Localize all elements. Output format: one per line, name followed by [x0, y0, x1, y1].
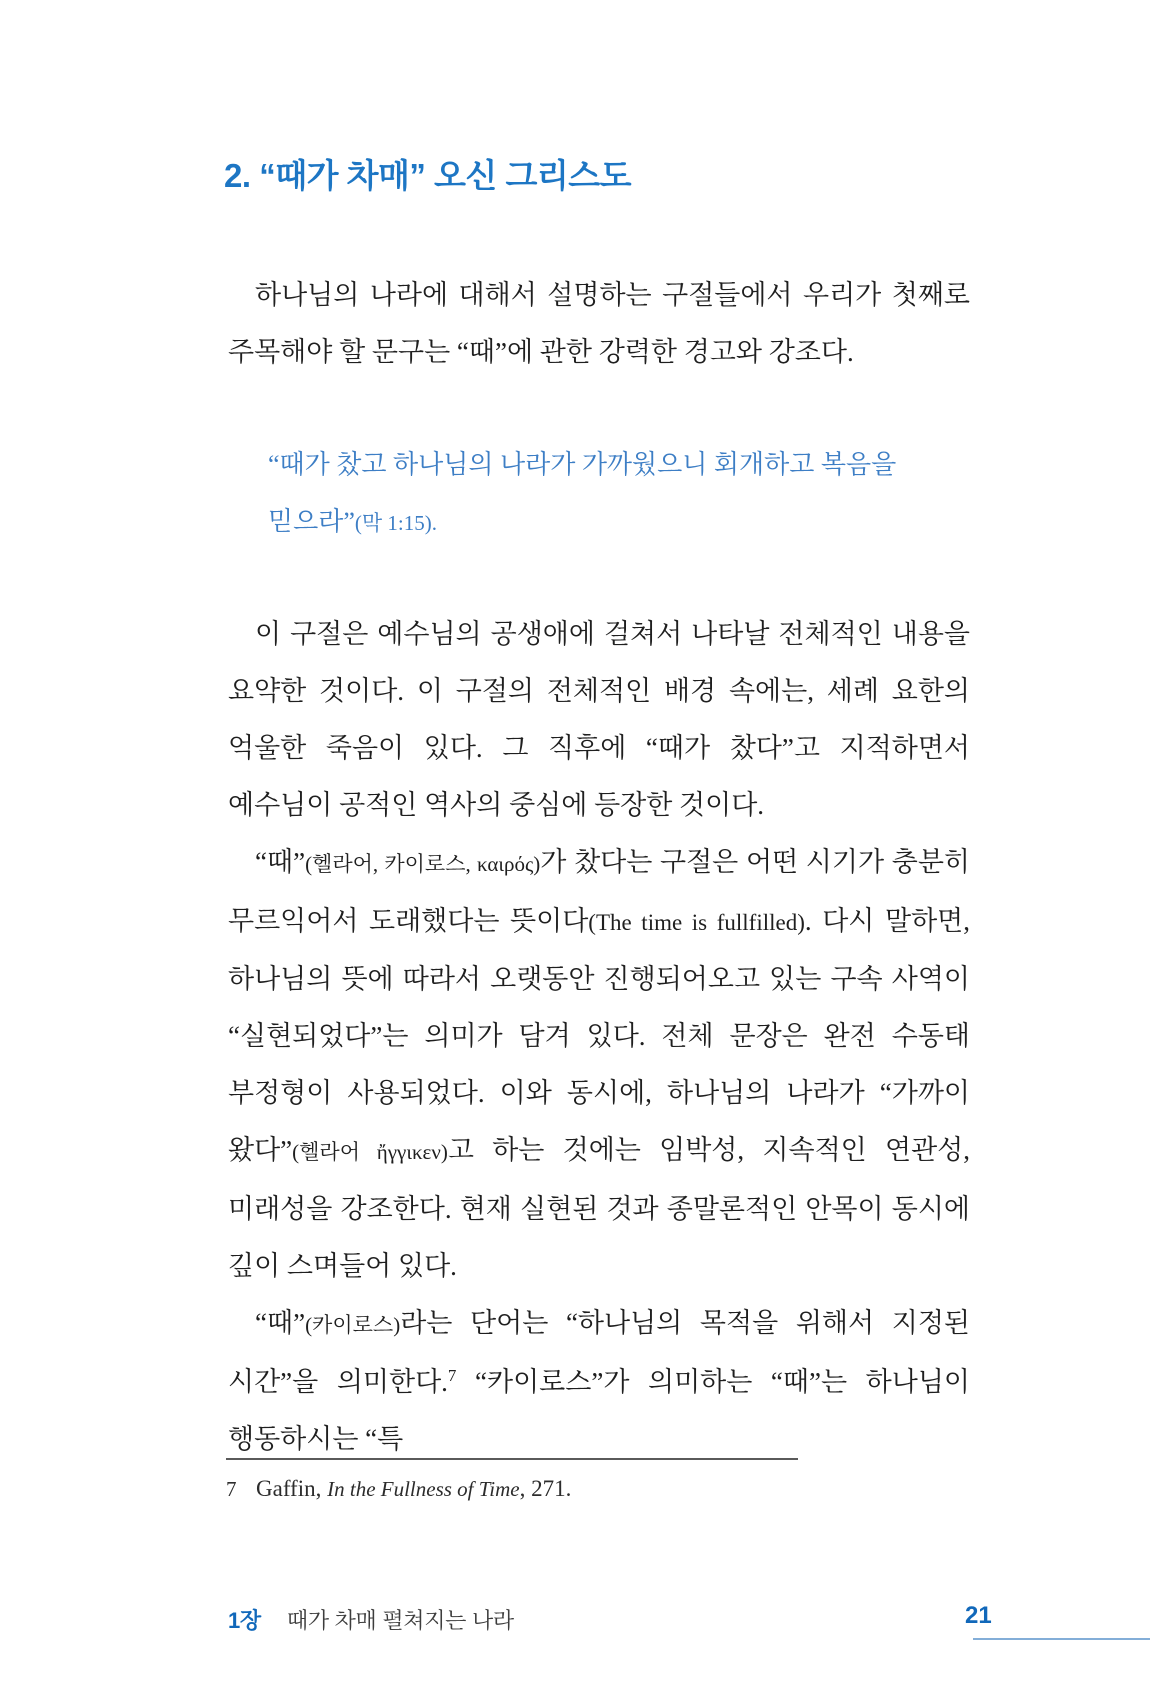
body-paragraph: “때”(헬라어, 카이로스, καιρός)가 찼다는 구절은 어떤 시기가 충분히 무르익어서 도래했다는 뜻이다(The time is fullfilled). 다시 말하면, 하나님의 뜻에 따라서 오랫동안 진행되어오고 있는 구속 사역이 “실현되었다”는 의미가 담겨 있다. 전체 문장은 완전 수동태 부정형이 사용되었다. 이와 동시에, 하나님의 나라가 “가까이 왔다”(헬라어 ἤγγικεν)고 하는 것에는 임박성, 지속적인 연관성, 미래성을 강조한다. 현재 실현된 것과 종말론적인 안목이 동시에 깊이 스며들어 있다.: [228, 847, 970, 1281]
running-footer: [228, 1604, 514, 1635]
lead-paragraph: 하나님의 나라에 대해서 설명하는 구절들에서 우리가 첫째로 주목해야 할 문구는 “때”에 관한 강력한 경고와 강조다.: [228, 280, 970, 367]
body-paragraph: 이 구절은 예수님의 공생애에 걸쳐서 나타날 전체적인 내용을 요약한 것이다. 이 구절의 전체적인 배경 속에는, 세례 요한의 억울한 죽음이 있다. 그 직후에 “때가 찼다”고 지적하면서 예수님이 공적인 역사의 중심에 등장한 것이다.: [228, 619, 970, 820]
section-heading: 2. “때가 차매” 오신 그리스도: [224, 157, 631, 194]
footer-rule: [973, 1638, 1150, 1640]
scripture-quote: “때가 찼고 하나님의 나라가 가까웠으니 회개하고 복음을 믿으라”(막 1:15).: [268, 450, 897, 536]
footnote-number: 7: [226, 1477, 237, 1501]
footnote: [226, 1458, 798, 1502]
body-paragraph: “때”(카이로스)라는 단어는 “하나님의 목적을 위해서 지정된 시간”을 의미한다.$^7$ “카이로스”가 의미하는 “때”는 하나님이 행동하시는 “특: [228, 1308, 970, 1454]
footnote-text: Gaffin, In the Fullness of Time, 271.: [256, 1476, 572, 1501]
body-text: [228, 606, 970, 1468]
chapter-title: 때가 차매 펼쳐지는 나라: [286, 1608, 514, 1633]
page-number: 21: [965, 1602, 992, 1629]
chapter-number: 1장: [228, 1608, 261, 1633]
